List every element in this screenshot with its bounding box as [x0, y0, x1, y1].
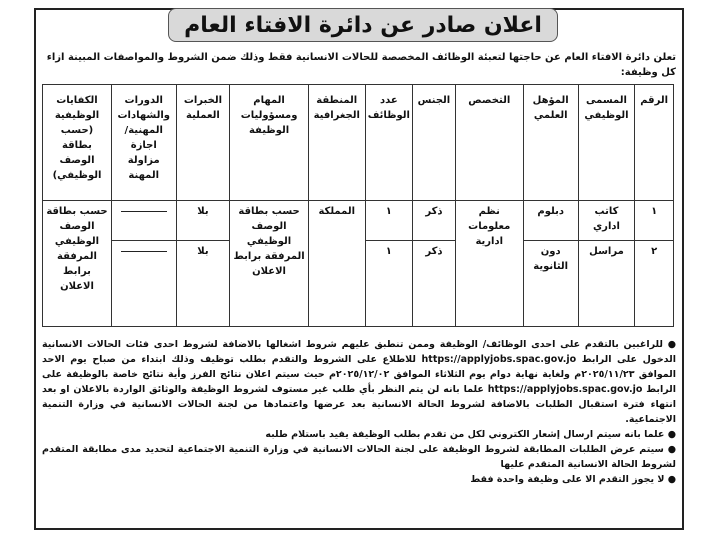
row1-spec: نظم معلومات ادارية — [455, 201, 523, 327]
header-region: المنطقة الجغرافية — [308, 85, 365, 201]
header-tasks: المهام ومسؤوليات الوظيفة — [230, 85, 309, 201]
row1-competencies: حسب بطاقة الوصف الوظيفي المرفقة برابط الاعلان — [43, 201, 112, 327]
header-experience: الخبرات العملية — [176, 85, 230, 201]
row2-gender: ذكر — [412, 241, 455, 327]
announcement-title: اعلان صادر عن دائرة الافتاء العام — [168, 8, 558, 42]
header-specialization: التخصص — [455, 85, 523, 201]
row1-gender: ذكر — [412, 201, 455, 241]
note-item: ● سيتم عرض الطلبات المطابقة لشروط الوظيفة على لجنة الحالات الانسانية في وزارة التنمية الاجتماعية لتحديد مدى مطابقة المتقدم لشروط الحالة الانسانية المتقدم عليها — [42, 444, 676, 470]
header-job-title: المسمى الوظيفي — [578, 85, 635, 201]
header-competencies: الكفايات الوظيفية (حسب بطاقة الوصف الوظيفي) — [43, 85, 112, 201]
header-num: الرقم — [635, 85, 674, 201]
table-row — [43, 201, 674, 241]
row2-exp: بلا — [176, 241, 230, 327]
row2-qual: دون الثانوية — [523, 241, 578, 327]
header-gender: الجنس — [412, 85, 455, 201]
jobs-table — [42, 84, 674, 327]
table-header-row — [43, 85, 674, 201]
row2-count: ١ — [365, 241, 412, 327]
row1-count: ١ — [365, 201, 412, 241]
header-courses: الدورات والشهادات المهنية/ اجازة مزاولة المهنة — [111, 85, 176, 201]
note-item: ● لا يجوز التقدم الا على وظيفة واحدة فقط — [470, 474, 676, 485]
row1-qual: دبلوم — [523, 201, 578, 241]
row1-title: كاتب اداري — [578, 201, 635, 241]
row2-num: ٢ — [635, 241, 674, 327]
empty-dash — [121, 251, 167, 252]
row2-courses — [111, 241, 176, 327]
row2-title: مراسل — [578, 241, 635, 327]
row1-courses — [111, 201, 176, 241]
notes-section — [42, 337, 676, 487]
note-item: ● علما بانه سيتم ارسال إشعار الكتروني لكل من تقدم بطلب الوظيفة يفيد باستلام طلبه — [265, 429, 676, 440]
intro-text: تعلن دائرة الافتاء العام عن حاجتها لتعبئة الوظائف المخصصة للحالات الانسانية فقط وذلك ضمن الشروط والمواصفات المبينة ازاء كل وظيفة: — [46, 52, 676, 78]
row1-exp: بلا — [176, 201, 230, 241]
header-count: عدد الوظائف — [365, 85, 412, 201]
header-qualification: المؤهل العلمي — [523, 85, 578, 201]
note-item: ● للراغبين بالتقدم على احدى الوظائف/ الوظيفة وممن تنطبق عليهم شروط اشغالها بالاضافة لشروط احدى فئات الحالات الانسانية الدخول على الرابط https://applyjobs.spac.gov.jo للاطلاع على الشروط والتقدم بطلب توظيف وذلك ابتداء من صباح يوم الاحد الموافق ٢٠٢٥/١١/٢٣م ولغاية نهاية دوام يوم الثلاثاء الموافق ٢٠٢٥/١٢/٠٢م حيث سيتم اعلان نتائج الفرز وأية نتائج خاصة بالوظيفة على الرابط https://applyjobs.spac.gov.jo علما بانه لن يتم النظر بأي طلب غير مستوف لشروط الوظيفة والوثائق الواردة بالاعلان او بعد انتهاء فترة استقبال الطلبات بالاضافة لشروط الحالة الانسانية بعد عرضها واعتمادها من لجنة الحالات الانسانية في وزارة التنمية الاجتماعية. — [42, 339, 676, 425]
row1-num: ١ — [635, 201, 674, 241]
empty-dash — [121, 211, 167, 212]
row1-region: المملكة — [308, 201, 365, 327]
row1-tasks: حسب بطاقة الوصف الوظيفي المرفقة برابط الاعلان — [230, 201, 309, 327]
